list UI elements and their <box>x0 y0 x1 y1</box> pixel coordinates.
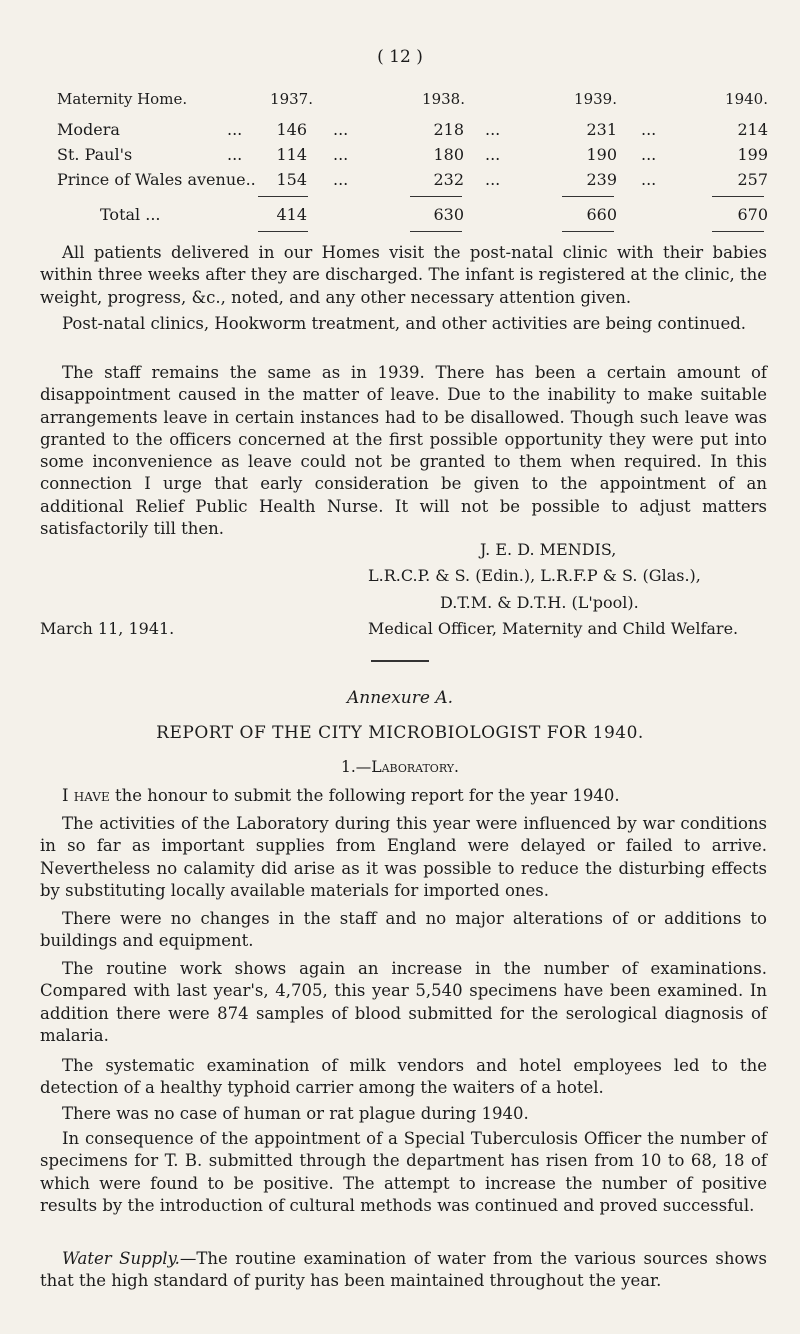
signature-qualifications: D.T.M. & D.T.H. (L'pool). <box>440 593 639 612</box>
paragraph: Post-natal clinics, Hookworm treatment, and other activities are being continued. <box>62 314 747 333</box>
separator <box>371 660 429 662</box>
table-header-1938: 1938. <box>422 90 465 108</box>
table-rule <box>712 231 764 232</box>
table-row-name: St. Paul's ... <box>57 145 243 164</box>
paragraph: In consequence of the appointment of a Special Tuberculosis Officer the number of specimens for T. B. submitted through the department has risen from 10 to 68, 18 of which were found to be positive. The attempt to increase the number of positive results by the introduction of cultural methods was continued and proved successful. <box>40 1129 767 1215</box>
table-cell: 214 <box>737 120 768 139</box>
table-rule <box>410 231 462 232</box>
paragraph: There was no case of human or rat plague during 1940. <box>62 1104 529 1123</box>
paragraph: There were no changes in the staff and no major alterations of or additions to buildings and equipment. <box>40 909 767 951</box>
page-number: ( 12 ) <box>377 47 423 67</box>
table-cell: 257 <box>737 170 768 189</box>
table-row-name: Modera ... <box>57 120 243 139</box>
table-header-1939: 1939. <box>574 90 617 108</box>
leader-dots: ... <box>485 145 501 164</box>
paragraph: The routine work shows again an increase in the number of examinations. Compared with last year's, 4,705, this year 5,540 specimens have been examined. In addition there were 874 samples of blood submitted for the serological diagnosis of malaria. <box>40 959 767 1045</box>
table-cell: 190 <box>586 145 617 164</box>
paragraph: The activities of the Laboratory during this year were influenced by war conditions in so far as important supplies from England were delayed or failed to arrive. Nevertheless no calamity did arise as it was possible to reduce the disturbing effects by substituting locally available materials for imported ones. <box>40 814 767 900</box>
paragraph: I have the honour to submit the following report for the year 1940. <box>62 786 620 805</box>
table-cell: 239 <box>586 170 617 189</box>
table-rule <box>562 196 614 197</box>
annexure-heading: Annexure A. <box>346 688 454 708</box>
table-rule <box>258 196 308 197</box>
table-rule <box>410 196 462 197</box>
table-rule <box>712 196 764 197</box>
table-header-1937: 1937. <box>270 90 313 108</box>
table-cell: 199 <box>737 145 768 164</box>
paragraph: The systematic examination of milk vendors and hotel employees led to the detection of a healthy typhoid carrier among the waiters of a hotel. <box>40 1056 767 1098</box>
section-heading: 1.—Laboratory. <box>341 758 459 776</box>
paragraph: Water Supply.—The routine examination of water from the various sources shows that the high standard of purity has been maintained throughout the year. <box>40 1249 767 1291</box>
leader-dots: ... <box>485 120 501 139</box>
leader-dots: ... <box>333 120 349 139</box>
report-title: REPORT OF THE CITY MICROBIOLOGIST FOR 1940. <box>156 723 644 743</box>
leader-dots: ... <box>641 145 657 164</box>
leader-dots: ... <box>333 170 349 189</box>
paragraph: The staff remains the same as in 1939. There has been a certain amount of disappointment caused in the matter of leave. Due to the inability to make suitable arrangements leave in certain instances had to be disallowed. Though such leave was granted to the officers concerned at the first possible opportunity they were put into some inconvenience as leave could not be granted to them when required. In this connection I urge that early consideration be given to the appointment of an additional Relief Public Health Nurse. It will not be possible to adjust matters satisfactorily till then. <box>40 363 767 539</box>
leader-dots: ... <box>641 120 657 139</box>
total-cell: 414 <box>276 205 307 224</box>
total-cell: 630 <box>433 205 464 224</box>
table-cell: 218 <box>433 120 464 139</box>
table-cell: 232 <box>433 170 464 189</box>
table-header-home: Maternity Home. <box>57 90 188 108</box>
table-rule <box>258 231 308 232</box>
table-rule <box>562 231 614 232</box>
total-cell: 670 <box>737 205 768 224</box>
signature-qualifications: L.R.C.P. & S. (Edin.), L.R.F.P & S. (Glas.), <box>368 566 701 585</box>
leader-dots: ... <box>641 170 657 189</box>
paragraph: All patients delivered in our Homes visit the post-natal clinic with their babies within three weeks after they are discharged. The infant is registered at the clinic, the weight, progress, &c., noted, and any other necessary attention given. <box>40 243 767 307</box>
total-cell: 660 <box>586 205 617 224</box>
signature-date: March 11, 1941. <box>40 619 175 638</box>
table-row-name: Prince of Wales avenue.. <box>57 170 256 189</box>
table-cell: 146 <box>276 120 307 139</box>
leader-dots: ... <box>333 145 349 164</box>
table-cell: 180 <box>433 145 464 164</box>
signature-title: Medical Officer, Maternity and Child Welfare. <box>368 619 739 638</box>
table-header-1940: 1940. <box>725 90 768 108</box>
signature-name: J. E. D. MENDIS, <box>480 540 617 559</box>
total-label: Total ... <box>100 205 161 224</box>
table-cell: 154 <box>276 170 307 189</box>
table-cell: 114 <box>276 145 307 164</box>
leader-dots: ... <box>485 170 501 189</box>
table-cell: 231 <box>586 120 617 139</box>
